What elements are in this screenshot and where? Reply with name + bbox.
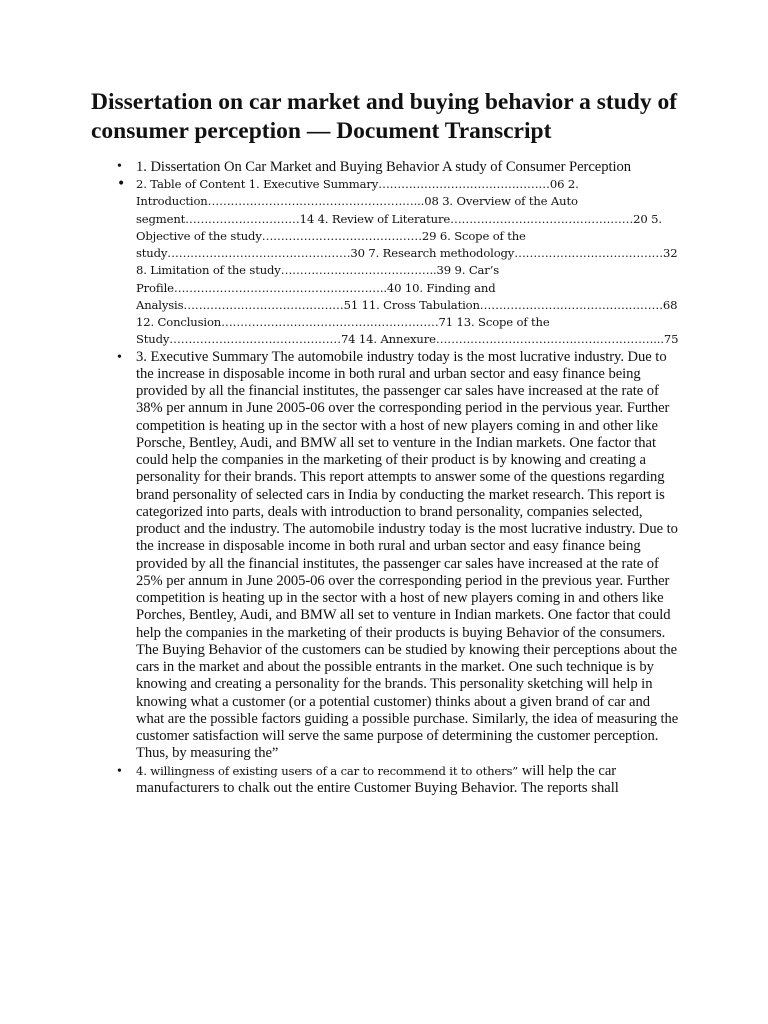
- transcript-list: [0, 158, 768, 797]
- list-item: [0, 349, 681, 763]
- list-item: [0, 176, 681, 349]
- bullet-icon: •: [117, 159, 122, 174]
- bullet-icon: •: [117, 176, 126, 192]
- list-item: [0, 158, 681, 176]
- list-item-text: 1. Dissertation On Car Market and Buying Behavior A study of Consumer Perception: [136, 159, 631, 175]
- bullet-icon: •: [117, 349, 122, 365]
- executive-summary-text: 3. Executive Summary The automobile industry today is the most lucrative industry. Due to the increase in disposable income in both rural and urban sector and easy finance being provided by all the financial institutes, the passenger car sales have increased at the rate of 38% per annum in June 2005-06 over the corresponding period in the pervious year. Further competition is heating up in the sector with a host of new players coming in and other like Porsche, Bentley, Audi, and BMW all set to venture in the Indian markets. One factor that could help the companies in the marketing of their product is by knowing and creating a personality for their brands. This report attempts to answer some of the questions regarding brand personality of selected cars in India by conducting the market research. This report is categorized into parts, deals with introduction to brand personality, companies selected, product and the industry. The automobile industry today is the most lucrative industry. Due to the increase in disposable income in both rural and urban sector and easy finance being provided by all the financial institutes, the passenger car sales have increased at the rate of 25% per annum in June 2005-06 over the corresponding period in the previous year. Further competition is heating up in the sector with a host of new players coming in and others like Porches, Bentley, Audi, and BMW all set to venture in Indian markets. One factor that could help the companies in the marketing of their products is buying Behavior of the consumers. The Buying Behavior of the customers can be studied by knowing their perceptions about the cars in the market and about the possible entrants in the market. One such technique is by knowing and creating a personality for the brands. This personality sketching will help in knowing what a customer (or a potential customer) thinks about a given brand of car and what are the possible factors guiding a possible purchase. Similarly, the idea of measuring the customer satisfaction will serve the same purpose of determining the customer perception. Thus, by measuring the”: [136, 348, 679, 762]
- list-item-text: will help the car manufacturers to chalk out the entire Customer Buying Behavior. The reports shall: [136, 762, 619, 796]
- document-title: Dissertation on car market and buying behavior a study of consumer perception — Document Transcript: [91, 89, 678, 144]
- bullet-icon: •: [117, 763, 122, 779]
- list-item: [0, 763, 681, 798]
- list-item-lead-text: 4. willingness of existing users of a car to recommend it to others”: [136, 763, 519, 778]
- table-of-contents-text: 2. Table of Content 1. Executive Summary………………………………………06 2. Introduction………………………………………………...08 3. Overview of the Auto segment…………………………14 4. Review of Literature…………………………………………20 5. Objective of the study……………………………………29 6. Scope of the study…………………………………………30 7. Research methodology…………………………………32 8. Limitation of the study…………………………………..39 9. Car’s Profile………………………………………………..40 10. Finding and Analysis……………………………………51 11. Cross Tabulation…………………………………………68 12. Conclusion…………………………………………………71 13. Scope of the Study………………………………………74 14. Annexure…………………………………………………...75: [136, 177, 679, 347]
